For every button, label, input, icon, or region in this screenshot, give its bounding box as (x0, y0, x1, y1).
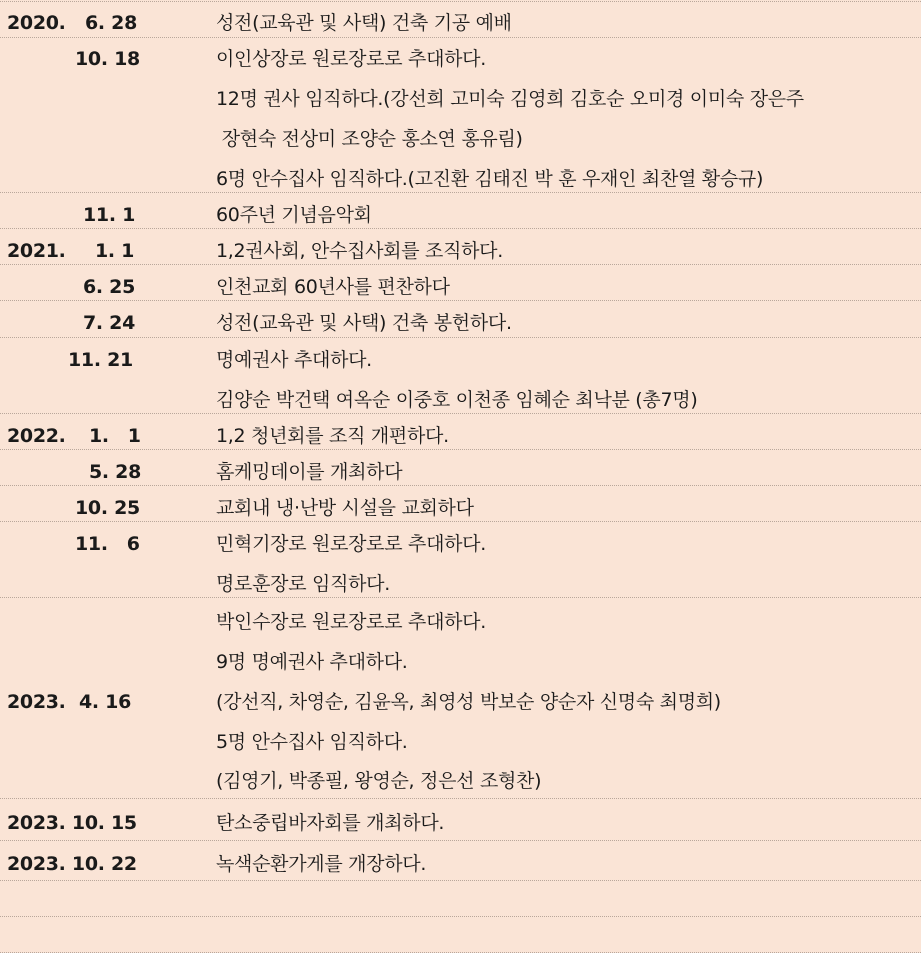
entry-date: 7. 24 (83, 312, 135, 334)
entry-text: 박인수장로 원로장로로 추대하다. (216, 611, 486, 633)
entry-year: 2023. 10. 22 (7, 853, 137, 875)
divider (0, 192, 921, 193)
entry-text: 교회내 냉·난방 시설을 교회하다 (216, 497, 474, 519)
entry-date: 6. 28 (85, 12, 137, 34)
entry-date: 1. 1 (95, 240, 135, 262)
entry-text: 탄소중립바자회를 개최하다. (216, 812, 445, 834)
divider (0, 1, 921, 2)
entry-text: 홈케밍데이를 개최하다 (216, 461, 403, 483)
entry-text: 성전(교육관 및 사택) 건축 기공 예배 (216, 12, 512, 34)
entry-text: 명로훈장로 임직하다. (216, 573, 390, 595)
divider (0, 337, 921, 338)
divider (0, 840, 921, 841)
divider (0, 521, 921, 522)
entry-date: 11. 1 (83, 204, 135, 226)
entry-text: (김영기, 박종필, 왕영순, 정은선 조형찬) (216, 770, 542, 792)
entry-date: 10. 18 (75, 48, 140, 70)
entry-text: 5명 안수집사 임직하다. (216, 731, 408, 753)
entry-date: 11. 6 (75, 533, 140, 555)
divider (0, 37, 921, 38)
divider (0, 916, 921, 917)
entry-text: 성전(교육관 및 사택) 건축 봉헌하다. (216, 312, 512, 334)
divider (0, 300, 921, 301)
entry-text: 민혁기장로 원로장로로 추대하다. (216, 533, 486, 555)
entry-text: 장현숙 전상미 조양순 홍소연 홍유림) (216, 128, 523, 150)
entry-text: 김양순 박건택 여옥순 이중호 이천종 임혜순 최낙분 (총7명) (216, 389, 698, 411)
entry-date: 11. 21 (68, 349, 133, 371)
entry-date: 1. 1 (89, 425, 141, 447)
entry-text: 녹색순환가게를 개장하다. (216, 853, 427, 875)
entry-text: 6명 안수집사 임직하다.(고진환 김태진 박 훈 우재인 최찬열 황승규) (216, 168, 764, 190)
entry-date: 10. 25 (75, 497, 140, 519)
entry-text: 60주년 기념음악회 (216, 204, 372, 226)
divider (0, 264, 921, 265)
entry-year: 2022. (7, 425, 66, 447)
entry-text: 1,2권사회, 안수집사회를 조직하다. (216, 240, 503, 262)
entry-text: 명예권사 추대하다. (216, 349, 372, 371)
entry-year: 2021. (7, 240, 66, 262)
entry-text: (강선직, 차영순, 김윤옥, 최영성 박보순 양순자 신명숙 최명희) (216, 691, 721, 713)
divider (0, 880, 921, 881)
entry-date: 6. 25 (83, 276, 135, 298)
entry-text: 1,2 청년회를 조직 개편하다. (216, 425, 449, 447)
divider (0, 597, 921, 598)
entry-year: 2023. (7, 691, 66, 713)
entry-text: 9명 명예권사 추대하다. (216, 651, 408, 673)
entry-date: 4. 16 (79, 691, 131, 713)
divider (0, 798, 921, 799)
divider (0, 228, 921, 229)
entry-year: 2023. 10. 15 (7, 812, 137, 834)
entry-year: 2020. (7, 12, 66, 34)
entry-text: 12명 권사 임직하다.(강선희 고미숙 김영희 김호순 오미경 이미숙 장은주 (216, 88, 804, 110)
divider (0, 485, 921, 486)
entry-text: 이인상장로 원로장로로 추대하다. (216, 48, 486, 70)
entry-date: 5. 28 (89, 461, 141, 483)
divider (0, 449, 921, 450)
divider (0, 413, 921, 414)
entry-text: 인천교회 60년사를 편찬하다 (216, 276, 450, 298)
